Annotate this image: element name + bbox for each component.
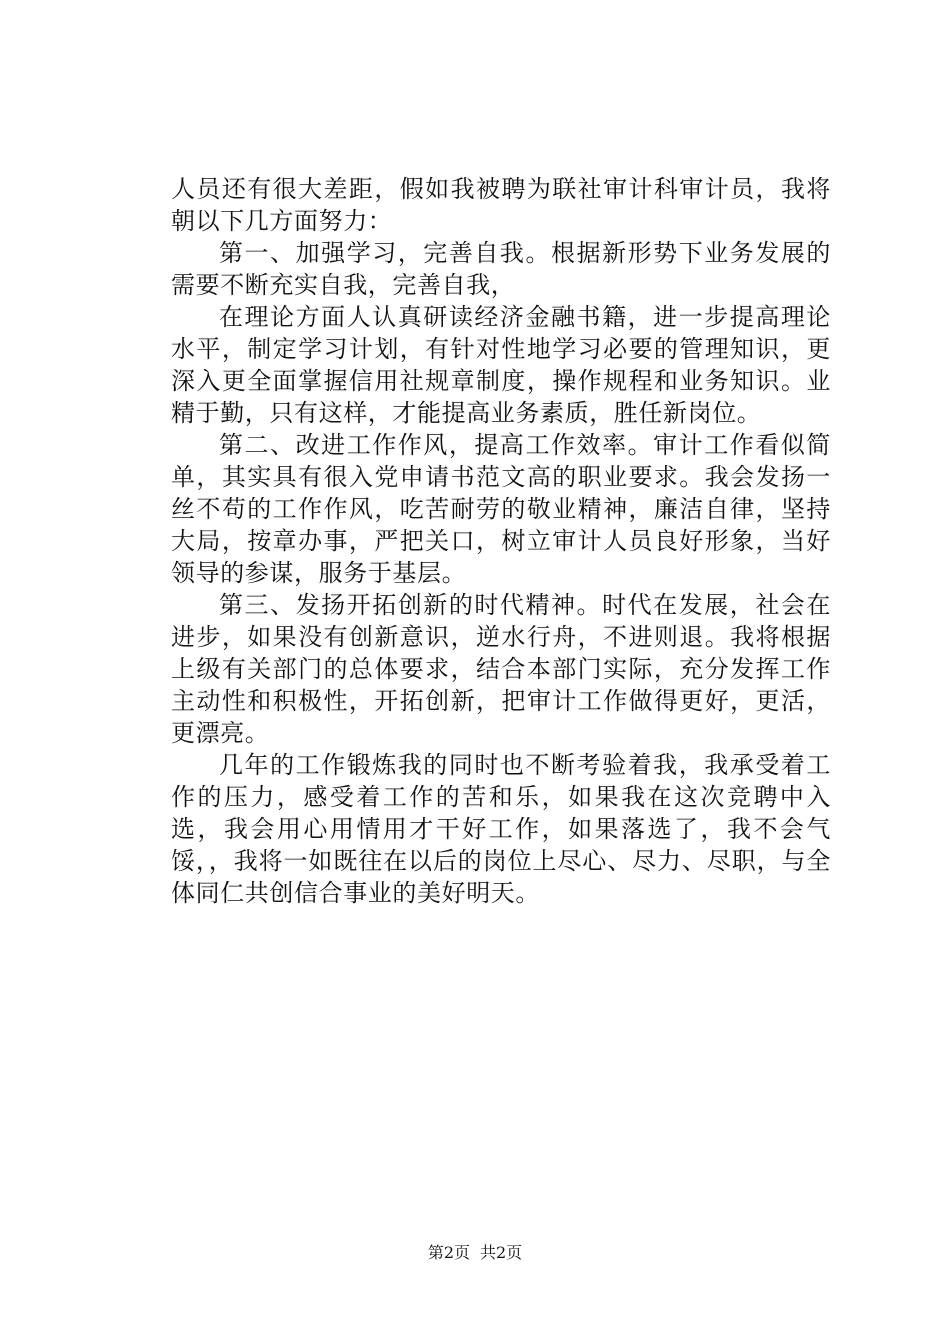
document-body bbox=[171, 173, 831, 909]
paragraph-point-one: 第一、加强学习，完善自我。根据新形势下业务发展的需要不断充实自我，完善自我， bbox=[171, 239, 831, 299]
page-number: 第2页 bbox=[427, 1243, 470, 1262]
paragraph-intro: 人员还有很大差距，假如我被聘为联社审计科审计员，我将朝以下几方面努力： bbox=[171, 175, 831, 235]
page-total: 共2页 bbox=[480, 1243, 523, 1262]
paragraph-point-three: 第三、发扬开拓创新的时代精神。时代在发展，社会在进步，如果没有创新意识，逆水行舟，不进则退。我将根据上级有关部门的总体要求，结合本部门实际，充分发挥工作主动性和积极性，开拓创新，把审计工作做得更好，更活，更漂亮。 bbox=[171, 591, 831, 747]
paragraph-theory: 在理论方面人认真研读经济金融书籍，进一步提高理论水平，制定学习计划，有针对性地学习必要的管理知识，更深入更全面掌握信用社规章制度，操作规程和业务知识。业精于勤，只有这样，才能提高业务素质，胜任新岗位。 bbox=[171, 303, 831, 427]
page-footer bbox=[0, 1243, 950, 1263]
paragraph-point-two: 第二、改进工作作风，提高工作效率。审计工作看似简单，其实具有很入党申请书范文高的职业要求。我会发扬一丝不苟的工作作风，吃苦耐劳的敬业精神，廉洁自律，坚持大局，按章办事，严把关口，树立审计人员良好形象，当好领导的参谋，服务于基层。 bbox=[171, 431, 831, 587]
paragraph-closing: 几年的工作锻炼我的同时也不断考验着我，我承受着工作的压力，感受着工作的苦和乐，如果我在这次竞聘中入选，我会用心用情用才干好工作，如果落选了，我不会气馁，，我将一如既往在以后的岗位上尽心、尽力、尽职，与全体同仁共创信合事业的美好明天。 bbox=[171, 751, 831, 907]
